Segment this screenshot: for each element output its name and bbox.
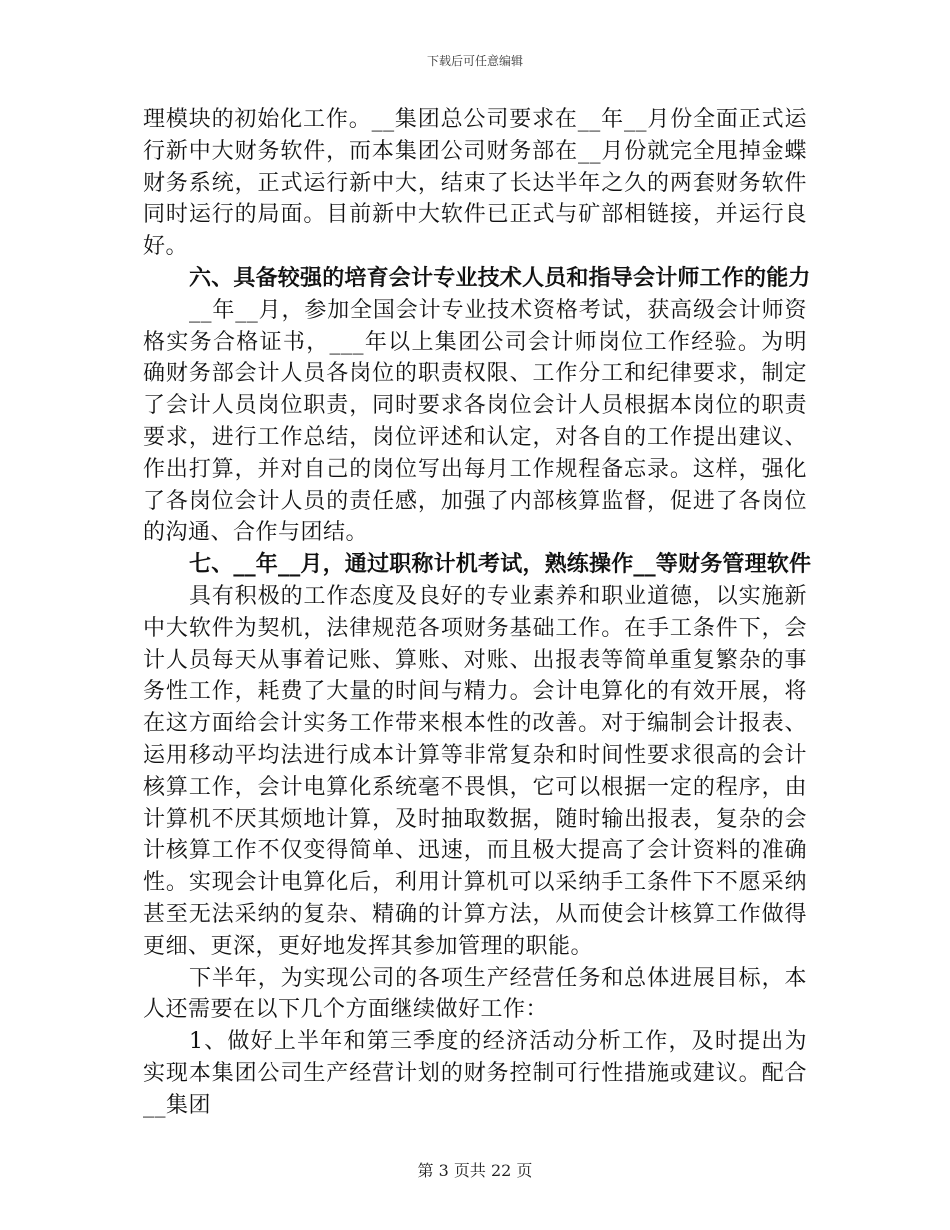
document-body (143, 104, 812, 1122)
section-heading-6: 六、具备较强的培育会计专业技术人员和指导会计师工作的能力 (189, 264, 811, 291)
paragraph-computerization: 具有积极的工作态度及良好的专业素养和职业道德，以实施新中大软件为契机，法律规范各项财务基础工作。在手工条件下，会计人员每天从事着记账、算账、对账、出报表等简单重复繁杂的事务性工作，耗费了大量的时间与精力。会计电算化的有效开展，将在这方面给会计实务工作带来根本性的改善。对于编制会计报表、运用移动平均法进行成本计算等非常复杂和时间性要求很高的会计核算工作，会计电算化系统毫不畏惧，它可以根据一定的程序，由计算机不厌其烦地计算，及时抽取数据，随时输出报表，复杂的会计核算工作不仅变得简单、迅速，而且极大提高了会计资料的准确性。实现会计电算化后，利用计算机可以采纳手工条件下不愿采纳甚至无法采纳的复杂、精确的计算方法，从而使会计核算工作做得更细、更深，更好地发挥其参加管理的职能。 (143, 583, 807, 959)
paragraph-qualification: __年__月，参加全国会计专业技术资格考试，获高级会计师资格实务合格证书，___年以上集团公司会计师岗位工作经验。为明确财务部会计人员各岗位的职责权限、工作分工和纪律要求，制定了会计人员岗位职责，同时要求各岗位会计人员根据本岗位的职责要求，进行工作总结，岗位评述和认定，对各自的工作提出建议、作出打算，并对自己的岗位写出每月工作规程备忘录。这样，强化了各岗位会计人员的责任感，加强了内部核算监督，促进了各岗位的沟通、合作与团结。 (143, 297, 807, 546)
paragraph-item-1: 1、做好上半年和第三季度的经济活动分析工作，及时提出为实现本集团公司生产经营计划的财务控制可行性措施或建议。配合__集团 (143, 1029, 807, 1118)
paragraph-continuation: 理模块的初始化工作。__集团总公司要求在__年__月份全面正式运行新中大财务软件，而本集团公司财务部在__月份就完全甩掉金蝶财务系统，正式运行新中大，结束了长达半年之久的两套财务软件同时运行的局面。目前新中大软件已正式与矿部相链接，并运行良好。 (143, 107, 807, 260)
paragraph-second-half: 下半年，为实现公司的各项生产经营任务和总体进展目标，本人还需要在以下几个方面继续做好工作： (143, 965, 807, 1023)
page-footer: 第 3 页共 22 页 (417, 1161, 533, 1180)
section-heading-7: 七、__年__月，通过职称计机考试，熟练操作__等财务管理软件 (189, 551, 812, 578)
page-header: 下载后可任意编辑 (426, 54, 523, 68)
